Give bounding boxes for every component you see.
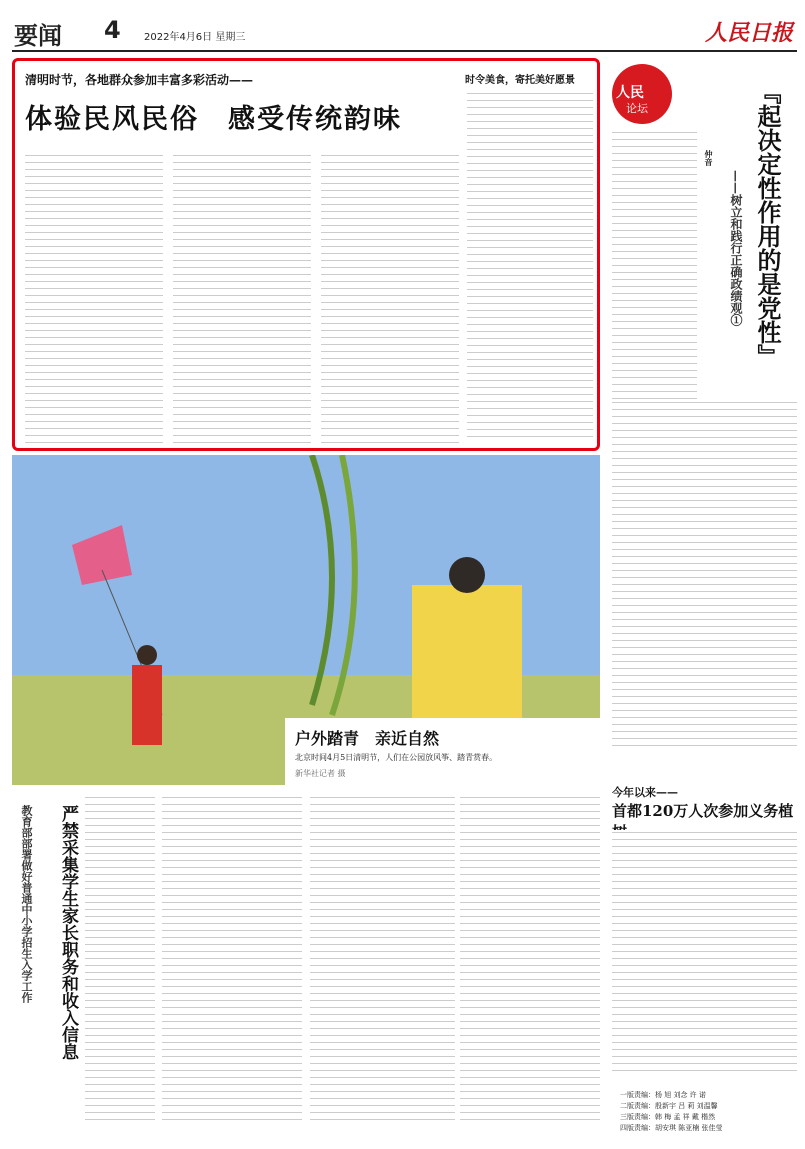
column-badge [612,64,672,124]
column-vertical-sub: ——树立和践行正确政绩观① [729,170,743,326]
photo-credit: 新华社记者 摄 [295,769,346,778]
section-name: 要闻 [14,22,62,50]
column-text-bottom [612,400,797,750]
editor-line: 三版责编：韩 梅 孟 祥 戴 楷然 [620,1113,716,1121]
page-header [12,14,797,52]
lead-story-highlight [12,58,600,451]
story3-text [310,795,455,1125]
story2-text [85,795,155,1125]
text-column-1 [25,153,163,443]
editor-line: 一版责编：杨 旭 刘念 许 诺 [620,1091,706,1099]
text-column-2 [173,153,311,443]
column-author: 仲音 [704,150,714,166]
story4-headline: 首都120万人次参加义务植 [612,802,794,820]
story4-kicker: 今年以来—— [612,786,678,799]
story2-headline: 严禁采集学生家长职务和收入信息 [58,805,78,1060]
editor-list [620,1090,722,1134]
side-title: 时令美食，寄托美好愿景 [465,75,575,86]
column-badge-label: 论坛 [626,102,648,115]
column-badge-name: 人民 [616,85,644,101]
text-column-3 [321,153,459,443]
story2-text-2 [162,795,302,1125]
issue-date: 2022年4月6日 星期三 [144,32,246,43]
editor-line: 二版责编：殷新宇 吕 莉 刘温馨 [620,1102,718,1110]
page-number: 4 [104,16,121,44]
text-column-4 [467,91,593,443]
photo-caption: 北京时间4月5日清明节，人们在公园放风筝、踏青赏春。 [295,753,498,762]
lead-kicker: 清明时节，各地群众参加丰富多彩活动—— [25,73,254,87]
story3-text-2 [460,795,600,1125]
column-vertical-title: 『起决定性作用的是党性』 [753,80,782,368]
photo-caption-box [285,718,600,786]
editor-line: 四版责编：胡安琪 陈亚楠 张佳莹 [620,1124,723,1132]
lead-headline: 体验民风民俗 感受传统韵味 [25,104,402,135]
story2-kicker: 教育部部署做好普通中小学招生入学工作 [20,805,33,1003]
newspaper-logo: 人民日报 [704,20,793,46]
photo-title: 户外踏青 亲近自然 [295,729,440,748]
story4-text [612,830,797,1075]
